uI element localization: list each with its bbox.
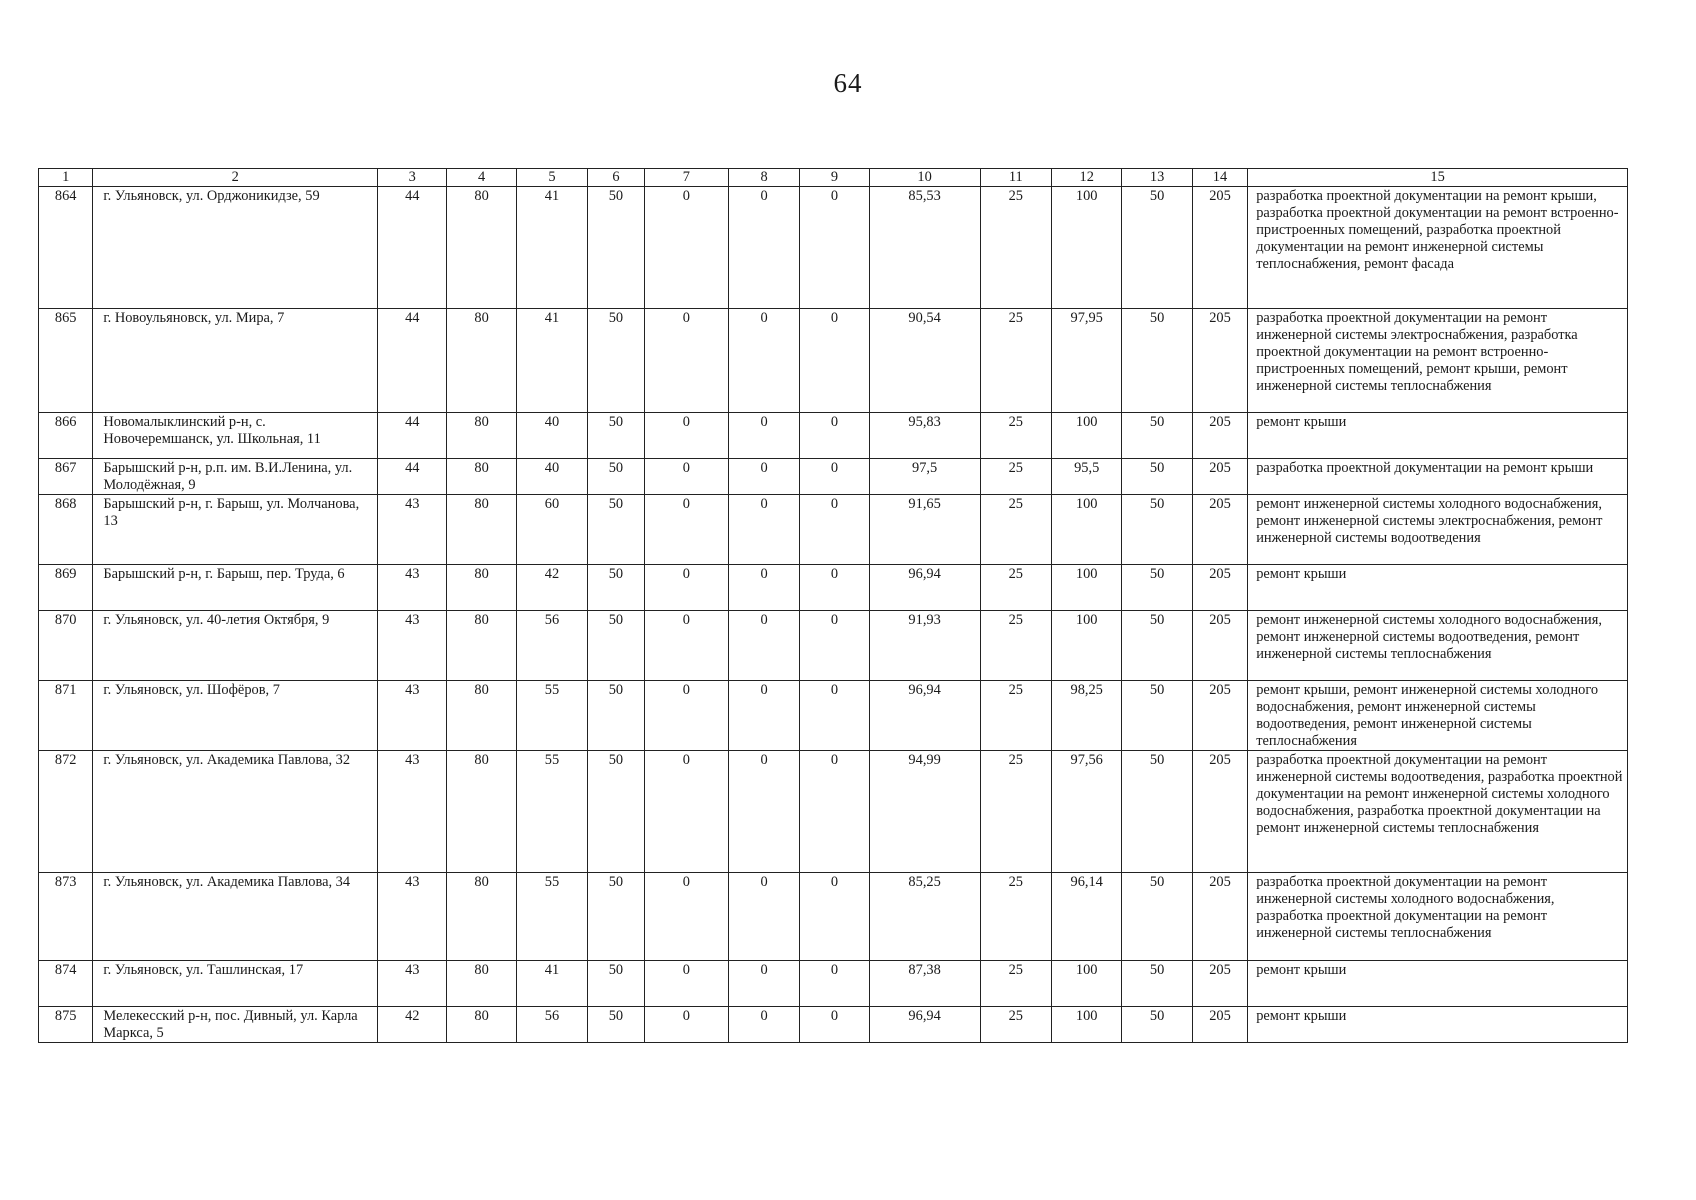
column-header: 2 bbox=[93, 169, 378, 187]
col-5-cell: 41 bbox=[516, 309, 587, 413]
col-9-cell: 0 bbox=[800, 495, 869, 565]
col-4-cell: 80 bbox=[447, 459, 516, 495]
column-header: 15 bbox=[1248, 169, 1628, 187]
col-10-cell: 96,94 bbox=[869, 565, 980, 611]
col-9-cell: 0 bbox=[800, 187, 869, 309]
col-11-cell: 25 bbox=[980, 873, 1051, 961]
col-4-cell: 80 bbox=[447, 961, 516, 1007]
col-10-cell: 87,38 bbox=[869, 961, 980, 1007]
col-5-cell: 55 bbox=[516, 873, 587, 961]
table-row bbox=[39, 1007, 1628, 1043]
col-8-cell: 0 bbox=[728, 873, 799, 961]
col-8-cell: 0 bbox=[728, 495, 799, 565]
row-number-cell: 871 bbox=[39, 681, 93, 751]
column-header: 13 bbox=[1122, 169, 1192, 187]
row-number-cell: 872 bbox=[39, 751, 93, 873]
col-7-cell: 0 bbox=[644, 309, 728, 413]
col-8-cell: 0 bbox=[728, 459, 799, 495]
col-4-cell: 80 bbox=[447, 681, 516, 751]
table-row bbox=[39, 459, 1628, 495]
column-header: 9 bbox=[800, 169, 869, 187]
address-cell: Барышский р-н, г. Барыш, ул. Молчанова, 13 bbox=[93, 495, 378, 565]
column-header: 8 bbox=[728, 169, 799, 187]
col-11-cell: 25 bbox=[980, 495, 1051, 565]
column-header: 4 bbox=[447, 169, 516, 187]
col-13-cell: 50 bbox=[1122, 459, 1192, 495]
col-7-cell: 0 bbox=[644, 961, 728, 1007]
col-14-cell: 205 bbox=[1192, 495, 1247, 565]
col-8-cell: 0 bbox=[728, 681, 799, 751]
works-cell: ремонт крыши, ремонт инженерной системы холодного водоснабжения, ремонт инженерной системы водоотведения, ремонт инженерной системы теплоснабжения bbox=[1248, 681, 1628, 751]
address-cell: г. Ульяновск, ул. 40-летия Октября, 9 bbox=[93, 611, 378, 681]
col-4-cell: 80 bbox=[447, 187, 516, 309]
col-9-cell: 0 bbox=[800, 413, 869, 459]
address-cell: г. Новоульяновск, ул. Мира, 7 bbox=[93, 309, 378, 413]
col-3-cell: 43 bbox=[378, 751, 447, 873]
address-cell: г. Ульяновск, ул. Академика Павлова, 32 bbox=[93, 751, 378, 873]
col-8-cell: 0 bbox=[728, 187, 799, 309]
col-6-cell: 50 bbox=[588, 495, 645, 565]
col-13-cell: 50 bbox=[1122, 565, 1192, 611]
column-header: 5 bbox=[516, 169, 587, 187]
col-5-cell: 55 bbox=[516, 751, 587, 873]
works-cell: ремонт крыши bbox=[1248, 1007, 1628, 1043]
col-11-cell: 25 bbox=[980, 459, 1051, 495]
col-7-cell: 0 bbox=[644, 187, 728, 309]
column-header: 7 bbox=[644, 169, 728, 187]
col-11-cell: 25 bbox=[980, 187, 1051, 309]
col-9-cell: 0 bbox=[800, 611, 869, 681]
address-cell: г. Ульяновск, ул. Академика Павлова, 34 bbox=[93, 873, 378, 961]
col-7-cell: 0 bbox=[644, 459, 728, 495]
col-5-cell: 41 bbox=[516, 187, 587, 309]
col-13-cell: 50 bbox=[1122, 611, 1192, 681]
works-cell: ремонт инженерной системы холодного водоснабжения, ремонт инженерной системы электроснабжения, ремонт инженерной системы водоотведения bbox=[1248, 495, 1628, 565]
col-14-cell: 205 bbox=[1192, 681, 1247, 751]
col-9-cell: 0 bbox=[800, 681, 869, 751]
table-body bbox=[39, 187, 1628, 1043]
col-7-cell: 0 bbox=[644, 611, 728, 681]
works-cell: разработка проектной документации на ремонт инженерной системы электроснабжения, разработка проектной документации на ремонт встроенно-пристроенных помещений, ремонт крыши, ремонт инженерной системы теплоснабжения bbox=[1248, 309, 1628, 413]
col-8-cell: 0 bbox=[728, 611, 799, 681]
col-9-cell: 0 bbox=[800, 309, 869, 413]
col-13-cell: 50 bbox=[1122, 187, 1192, 309]
col-9-cell: 0 bbox=[800, 961, 869, 1007]
col-12-cell: 97,95 bbox=[1052, 309, 1122, 413]
col-7-cell: 0 bbox=[644, 495, 728, 565]
col-6-cell: 50 bbox=[588, 187, 645, 309]
address-cell: Барышский р-н, р.п. им. В.И.Ленина, ул. Молодёжная, 9 bbox=[93, 459, 378, 495]
table-row bbox=[39, 611, 1628, 681]
col-4-cell: 80 bbox=[447, 611, 516, 681]
col-5-cell: 60 bbox=[516, 495, 587, 565]
table-row bbox=[39, 495, 1628, 565]
col-12-cell: 100 bbox=[1052, 1007, 1122, 1043]
col-14-cell: 205 bbox=[1192, 873, 1247, 961]
col-12-cell: 96,14 bbox=[1052, 873, 1122, 961]
col-6-cell: 50 bbox=[588, 565, 645, 611]
col-14-cell: 205 bbox=[1192, 459, 1247, 495]
works-cell: ремонт крыши bbox=[1248, 565, 1628, 611]
row-number-cell: 873 bbox=[39, 873, 93, 961]
col-5-cell: 56 bbox=[516, 1007, 587, 1043]
col-12-cell: 100 bbox=[1052, 961, 1122, 1007]
page-number: 64 bbox=[833, 68, 863, 98]
col-8-cell: 0 bbox=[728, 961, 799, 1007]
col-3-cell: 43 bbox=[378, 565, 447, 611]
col-6-cell: 50 bbox=[588, 681, 645, 751]
works-cell: разработка проектной документации на ремонт инженерной системы водоотведения, разработка проектной документации на ремонт инженерной системы холодного водоснабжения, разработка проектной документации на ремонт инженерной системы теплоснабжения bbox=[1248, 751, 1628, 873]
col-3-cell: 42 bbox=[378, 1007, 447, 1043]
col-6-cell: 50 bbox=[588, 611, 645, 681]
col-6-cell: 50 bbox=[588, 413, 645, 459]
works-cell: разработка проектной документации на ремонт крыши bbox=[1248, 459, 1628, 495]
works-cell: ремонт крыши bbox=[1248, 961, 1628, 1007]
col-6-cell: 50 bbox=[588, 1007, 645, 1043]
col-4-cell: 80 bbox=[447, 565, 516, 611]
col-5-cell: 55 bbox=[516, 681, 587, 751]
col-12-cell: 100 bbox=[1052, 187, 1122, 309]
col-8-cell: 0 bbox=[728, 309, 799, 413]
row-number-cell: 869 bbox=[39, 565, 93, 611]
col-7-cell: 0 bbox=[644, 1007, 728, 1043]
col-4-cell: 80 bbox=[447, 1007, 516, 1043]
col-4-cell: 80 bbox=[447, 751, 516, 873]
column-number-row bbox=[39, 169, 1628, 187]
column-header: 14 bbox=[1192, 169, 1247, 187]
col-10-cell: 91,93 bbox=[869, 611, 980, 681]
address-cell: Барышский р-н, г. Барыш, пер. Труда, 6 bbox=[93, 565, 378, 611]
col-10-cell: 91,65 bbox=[869, 495, 980, 565]
col-11-cell: 25 bbox=[980, 565, 1051, 611]
col-13-cell: 50 bbox=[1122, 751, 1192, 873]
col-13-cell: 50 bbox=[1122, 1007, 1192, 1043]
col-11-cell: 25 bbox=[980, 681, 1051, 751]
col-10-cell: 96,94 bbox=[869, 681, 980, 751]
col-11-cell: 25 bbox=[980, 1007, 1051, 1043]
col-12-cell: 100 bbox=[1052, 611, 1122, 681]
works-cell: ремонт инженерной системы холодного водоснабжения, ремонт инженерной системы водоотведения, ремонт инженерной системы теплоснабжения bbox=[1248, 611, 1628, 681]
works-cell: разработка проектной документации на ремонт крыши, разработка проектной документации на ремонт встроенно-пристроенных помещений, разработка проектной документации на ремонт инженерной системы теплоснабжения, ремонт фасада bbox=[1248, 187, 1628, 309]
col-8-cell: 0 bbox=[728, 1007, 799, 1043]
col-5-cell: 41 bbox=[516, 961, 587, 1007]
row-number-cell: 865 bbox=[39, 309, 93, 413]
table-row bbox=[39, 309, 1628, 413]
column-header: 1 bbox=[39, 169, 93, 187]
col-14-cell: 205 bbox=[1192, 611, 1247, 681]
col-7-cell: 0 bbox=[644, 751, 728, 873]
address-cell: г. Ульяновск, ул. Ташлинская, 17 bbox=[93, 961, 378, 1007]
col-7-cell: 0 bbox=[644, 873, 728, 961]
col-14-cell: 205 bbox=[1192, 565, 1247, 611]
col-6-cell: 50 bbox=[588, 309, 645, 413]
col-12-cell: 100 bbox=[1052, 565, 1122, 611]
col-10-cell: 85,25 bbox=[869, 873, 980, 961]
column-header: 3 bbox=[378, 169, 447, 187]
row-number-cell: 864 bbox=[39, 187, 93, 309]
col-6-cell: 50 bbox=[588, 873, 645, 961]
col-5-cell: 40 bbox=[516, 459, 587, 495]
col-12-cell: 95,5 bbox=[1052, 459, 1122, 495]
col-13-cell: 50 bbox=[1122, 309, 1192, 413]
column-header: 12 bbox=[1052, 169, 1122, 187]
col-3-cell: 43 bbox=[378, 495, 447, 565]
col-9-cell: 0 bbox=[800, 873, 869, 961]
register-table bbox=[38, 168, 1628, 1043]
col-8-cell: 0 bbox=[728, 751, 799, 873]
col-4-cell: 80 bbox=[447, 873, 516, 961]
column-header: 11 bbox=[980, 169, 1051, 187]
row-number-cell: 867 bbox=[39, 459, 93, 495]
col-13-cell: 50 bbox=[1122, 873, 1192, 961]
table-row bbox=[39, 413, 1628, 459]
col-8-cell: 0 bbox=[728, 565, 799, 611]
col-4-cell: 80 bbox=[447, 309, 516, 413]
row-number-cell: 874 bbox=[39, 961, 93, 1007]
col-3-cell: 43 bbox=[378, 961, 447, 1007]
col-3-cell: 43 bbox=[378, 611, 447, 681]
row-number-cell: 866 bbox=[39, 413, 93, 459]
col-14-cell: 205 bbox=[1192, 1007, 1247, 1043]
col-11-cell: 25 bbox=[980, 611, 1051, 681]
col-14-cell: 205 bbox=[1192, 751, 1247, 873]
column-header: 6 bbox=[588, 169, 645, 187]
col-7-cell: 0 bbox=[644, 413, 728, 459]
col-12-cell: 98,25 bbox=[1052, 681, 1122, 751]
col-7-cell: 0 bbox=[644, 681, 728, 751]
col-10-cell: 96,94 bbox=[869, 1007, 980, 1043]
col-3-cell: 44 bbox=[378, 459, 447, 495]
col-13-cell: 50 bbox=[1122, 495, 1192, 565]
row-number-cell: 875 bbox=[39, 1007, 93, 1043]
col-3-cell: 44 bbox=[378, 187, 447, 309]
col-12-cell: 100 bbox=[1052, 495, 1122, 565]
col-11-cell: 25 bbox=[980, 751, 1051, 873]
column-header: 10 bbox=[869, 169, 980, 187]
col-7-cell: 0 bbox=[644, 565, 728, 611]
table-row bbox=[39, 565, 1628, 611]
col-3-cell: 44 bbox=[378, 309, 447, 413]
col-10-cell: 85,53 bbox=[869, 187, 980, 309]
col-5-cell: 56 bbox=[516, 611, 587, 681]
col-8-cell: 0 bbox=[728, 413, 799, 459]
col-13-cell: 50 bbox=[1122, 961, 1192, 1007]
col-11-cell: 25 bbox=[980, 309, 1051, 413]
col-9-cell: 0 bbox=[800, 459, 869, 495]
col-12-cell: 97,56 bbox=[1052, 751, 1122, 873]
col-14-cell: 205 bbox=[1192, 309, 1247, 413]
col-6-cell: 50 bbox=[588, 751, 645, 873]
col-3-cell: 44 bbox=[378, 413, 447, 459]
col-9-cell: 0 bbox=[800, 565, 869, 611]
col-4-cell: 80 bbox=[447, 495, 516, 565]
works-cell: разработка проектной документации на ремонт инженерной системы холодного водоснабжения, разработка проектной документации на ремонт инженерной системы теплоснабжения bbox=[1248, 873, 1628, 961]
row-number-cell: 868 bbox=[39, 495, 93, 565]
col-11-cell: 25 bbox=[980, 413, 1051, 459]
table-row bbox=[39, 681, 1628, 751]
col-9-cell: 0 bbox=[800, 751, 869, 873]
col-10-cell: 94,99 bbox=[869, 751, 980, 873]
col-10-cell: 90,54 bbox=[869, 309, 980, 413]
col-14-cell: 205 bbox=[1192, 187, 1247, 309]
table-row bbox=[39, 961, 1628, 1007]
col-9-cell: 0 bbox=[800, 1007, 869, 1043]
table-row bbox=[39, 751, 1628, 873]
table-row bbox=[39, 187, 1628, 309]
works-cell: ремонт крыши bbox=[1248, 413, 1628, 459]
col-12-cell: 100 bbox=[1052, 413, 1122, 459]
col-4-cell: 80 bbox=[447, 413, 516, 459]
address-cell: Новомалыклинский р-н, с. Новочеремшанск, ул. Школьная, 11 bbox=[93, 413, 378, 459]
col-3-cell: 43 bbox=[378, 873, 447, 961]
row-number-cell: 870 bbox=[39, 611, 93, 681]
col-10-cell: 95,83 bbox=[869, 413, 980, 459]
address-cell: г. Ульяновск, ул. Шофёров, 7 bbox=[93, 681, 378, 751]
address-cell: г. Ульяновск, ул. Орджоникидзе, 59 bbox=[93, 187, 378, 309]
col-5-cell: 40 bbox=[516, 413, 587, 459]
col-14-cell: 205 bbox=[1192, 413, 1247, 459]
col-14-cell: 205 bbox=[1192, 961, 1247, 1007]
col-13-cell: 50 bbox=[1122, 413, 1192, 459]
col-3-cell: 43 bbox=[378, 681, 447, 751]
col-6-cell: 50 bbox=[588, 961, 645, 1007]
table-row bbox=[39, 873, 1628, 961]
address-cell: Мелекесский р-н, пос. Дивный, ул. Карла Маркса, 5 bbox=[93, 1007, 378, 1043]
col-10-cell: 97,5 bbox=[869, 459, 980, 495]
col-13-cell: 50 bbox=[1122, 681, 1192, 751]
col-5-cell: 42 bbox=[516, 565, 587, 611]
col-11-cell: 25 bbox=[980, 961, 1051, 1007]
col-6-cell: 50 bbox=[588, 459, 645, 495]
